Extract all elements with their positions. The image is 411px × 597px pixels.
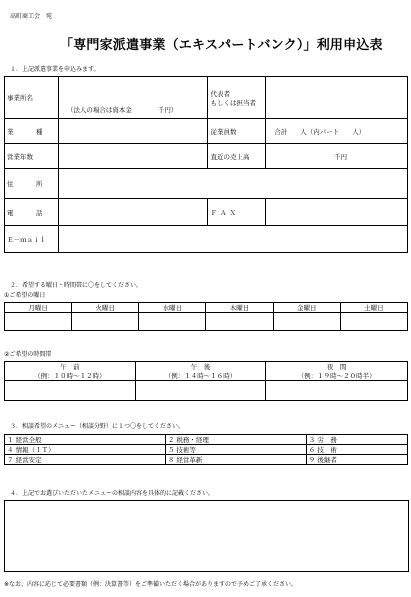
day-header: 月曜日 (5, 303, 72, 313)
time-header-morning: 午 前 （例：１０時～１２時） (5, 362, 136, 381)
industry-label: 業 種 (5, 119, 59, 144)
years-label: 営業年数 (5, 144, 59, 169)
menu-option[interactable]: ９ 後継者 (306, 455, 407, 465)
phone-label: 電 話 (5, 199, 59, 226)
times-table (4, 361, 408, 401)
menu-option[interactable]: ２ 税務・経理 (165, 435, 306, 445)
day-header: 金曜日 (273, 303, 340, 313)
menu-option[interactable]: ６ 技 術 (306, 445, 407, 455)
days-table (4, 302, 408, 331)
menu-option[interactable]: ７ 経営安定 (5, 455, 166, 465)
time-header-evening: 夜 間 （例：１９時～２０時半） (266, 362, 408, 381)
time-choice-evening[interactable] (266, 381, 408, 401)
applicant-table (4, 76, 408, 253)
day-choice-mon[interactable] (5, 313, 72, 331)
phone-field[interactable] (58, 199, 208, 226)
footer-note: ※なお、内容に応じて必要書類（例：決算書等）をご準備いただく場合がありますので予めご了承ください。 (4, 581, 298, 588)
day-choice-fri[interactable] (273, 313, 340, 331)
day-header: 木曜日 (206, 303, 273, 313)
menu-option[interactable]: ５ 技術等 (165, 445, 306, 455)
representative-label: 代表者 もしくは担当者 (208, 77, 266, 119)
capital-note: （法人の場合は資本金 千円） (66, 106, 178, 114)
day-choice-thu[interactable] (206, 313, 273, 331)
company-label: 事業所名 (5, 77, 59, 119)
company-name-field[interactable] (58, 77, 208, 119)
sales-label: 直近の売上高 (208, 144, 266, 169)
section1-heading: １．上記派遣事業を申込みます。 (10, 66, 100, 73)
day-header: 火曜日 (72, 303, 139, 313)
section3-heading: ３．相談希望のメニュー（相談分野）に１つ〇をしてください。 (10, 423, 185, 430)
consultation-details-box[interactable] (4, 500, 409, 572)
fax-field[interactable] (266, 199, 408, 226)
page-title: 「専門家派遣事業（エキスパートバンク）」利用申込表 (60, 38, 383, 53)
addressee: 高町商工会 宛 (10, 13, 53, 20)
day-choice-wed[interactable] (139, 313, 206, 331)
employees-field[interactable]: 合計 人（内パート 人） (266, 119, 408, 144)
day-choice-tue[interactable] (72, 313, 139, 331)
menu-table (4, 434, 408, 465)
day-header: 土曜日 (340, 303, 407, 313)
email-label: Ｅ－ｍａｉｌ (5, 226, 59, 253)
day-choice-sat[interactable] (340, 313, 407, 331)
industry-field[interactable] (58, 119, 208, 144)
menu-option[interactable]: １ 経営全般 (5, 435, 166, 445)
time-header-afternoon: 午 後 （例：１４時～１６時） (135, 362, 266, 381)
years-field[interactable] (58, 144, 208, 169)
time-choice-morning[interactable] (5, 381, 136, 401)
time-choice-afternoon[interactable] (135, 381, 266, 401)
address-field[interactable] (58, 169, 407, 199)
employees-label: 従業員数 (208, 119, 266, 144)
section4-heading: ４．上記でお選びいただいたメニューの相談内容を具体的に記載ください。 (10, 490, 215, 497)
section2-heading: ２．希望する曜日・時間帯に〇をしてください。 (10, 282, 143, 289)
representative-field[interactable] (266, 77, 408, 119)
fax-label: ＦＡＸ (208, 199, 266, 226)
days-heading: ①ご希望の曜日 (4, 292, 46, 299)
times-heading: ②ご希望の時間帯 (4, 351, 52, 358)
day-header: 水曜日 (139, 303, 206, 313)
email-field[interactable] (58, 226, 407, 253)
sales-field[interactable]: 千円 (266, 144, 408, 169)
address-label: 住 所 (5, 169, 59, 199)
menu-option[interactable]: ８ 経営革新 (165, 455, 306, 465)
menu-option[interactable]: ４ 情報（ＩＴ） (5, 445, 166, 455)
menu-option[interactable]: ３ 労 務 (306, 435, 407, 445)
